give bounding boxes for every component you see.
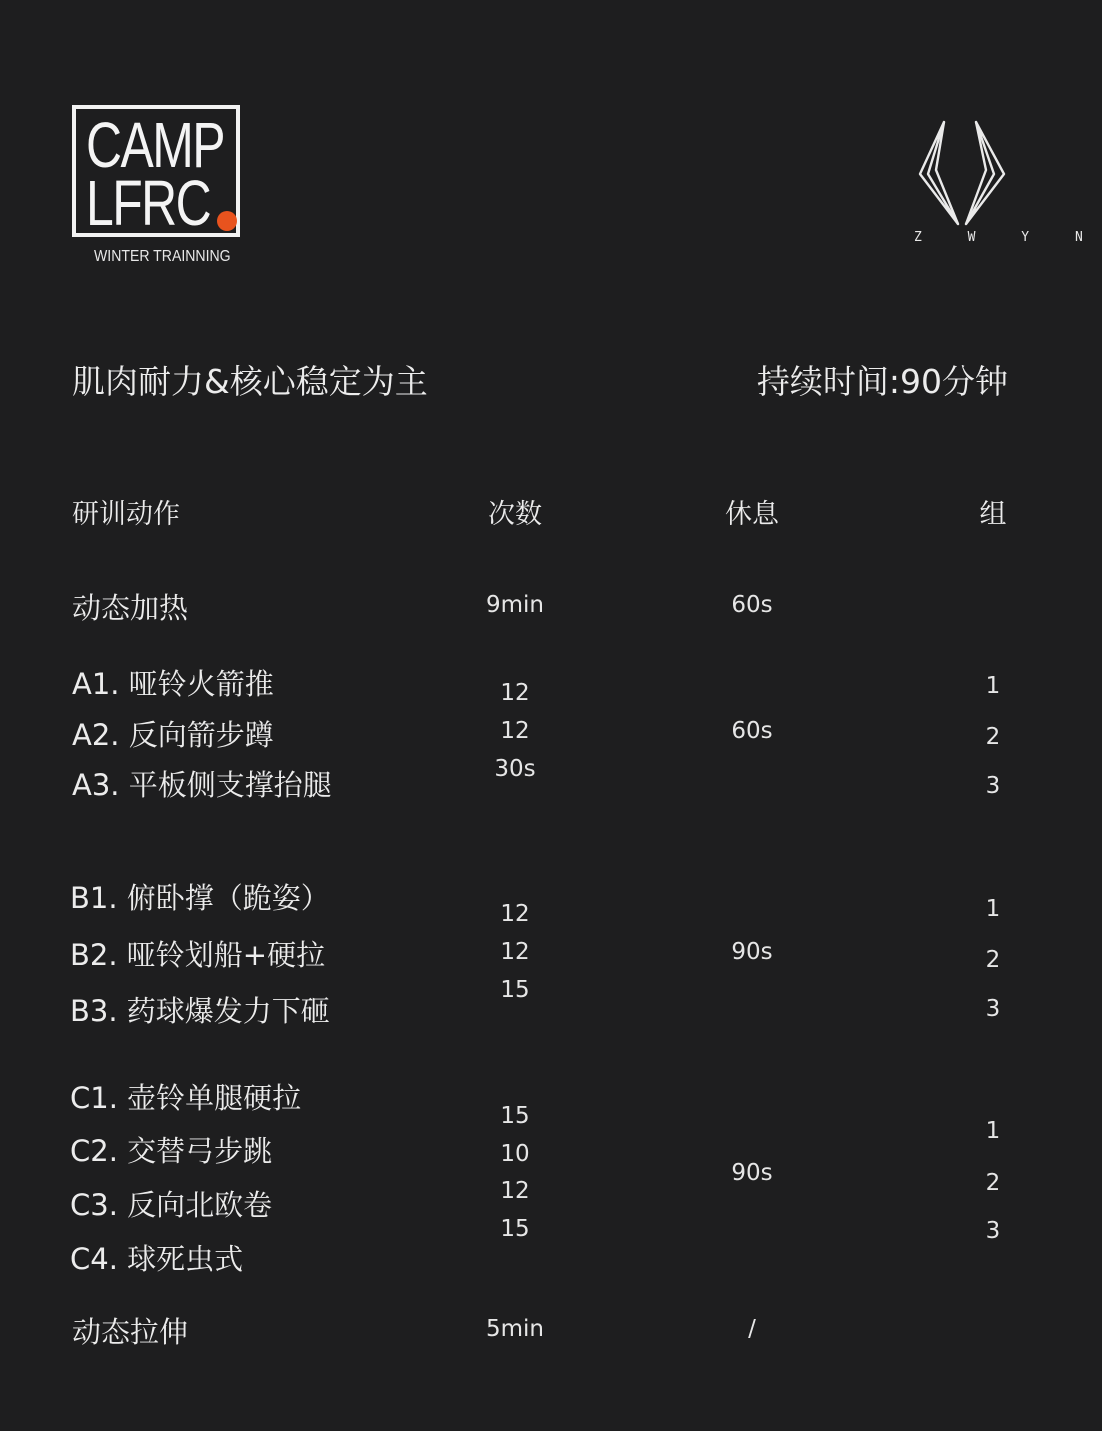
set-a-2: 2 xyxy=(985,724,1001,750)
cooldown-rest: / xyxy=(748,1316,756,1342)
logo-subtitle: WINTER TRAINNING xyxy=(94,248,231,265)
reps-a3: 30s xyxy=(494,756,536,782)
fox-head-icon xyxy=(914,118,1010,228)
exercise-c2: C2. 交替弓步跳 xyxy=(70,1134,273,1168)
exercise-a3: A3. 平板侧支撑抬腿 xyxy=(72,768,332,802)
cooldown-reps: 5min xyxy=(485,1316,545,1342)
header-sets: 组 xyxy=(979,499,1007,530)
rest-group-a: 60s xyxy=(731,718,773,744)
set-c-1: 1 xyxy=(985,1118,1001,1144)
camp-lfrc-logo xyxy=(72,105,240,237)
training-focus: 肌肉耐力&核心稳定为主 xyxy=(72,362,428,401)
reps-b3: 15 xyxy=(500,977,530,1003)
exercise-b2: B2. 哑铃划船+硬拉 xyxy=(70,938,326,972)
exercise-b3: B3. 药球爆发力下砸 xyxy=(70,994,330,1028)
warmup-rest: 60s xyxy=(731,592,773,618)
header-reps: 次数 xyxy=(488,499,542,530)
logo-text-camp: CAMP xyxy=(86,109,224,181)
header-exercise: 研训动作 xyxy=(72,499,180,530)
warmup-reps: 9min xyxy=(485,592,545,618)
exercise-a2: A2. 反向箭步蹲 xyxy=(72,718,274,752)
reps-c3: 12 xyxy=(500,1178,530,1204)
logo-text-lfrc: LFRC xyxy=(86,167,211,239)
set-c-2: 2 xyxy=(985,1170,1001,1196)
rest-group-c: 90s xyxy=(731,1160,773,1186)
reps-a2: 12 xyxy=(500,718,530,744)
reps-a1: 12 xyxy=(500,680,530,706)
reps-c1: 15 xyxy=(500,1103,530,1129)
exercise-a1: A1. 哑铃火箭推 xyxy=(72,667,274,701)
reps-b2: 12 xyxy=(500,939,530,965)
rest-group-b: 90s xyxy=(731,939,773,965)
reps-c2: 10 xyxy=(500,1141,530,1167)
reps-b1: 12 xyxy=(500,901,530,927)
exercise-c4: C4. 球死虫式 xyxy=(70,1242,244,1276)
header-rest: 休息 xyxy=(725,499,779,530)
set-b-1: 1 xyxy=(985,896,1001,922)
cooldown-name: 动态拉伸 xyxy=(72,1315,189,1349)
exercise-b1: B1. 俯卧撑（跪姿） xyxy=(70,881,330,915)
set-c-3: 3 xyxy=(985,1218,1001,1244)
set-b-3: 3 xyxy=(985,996,1001,1022)
logo-orange-dot xyxy=(217,211,237,231)
set-a-3: 3 xyxy=(985,773,1001,799)
set-b-2: 2 xyxy=(985,947,1001,973)
set-a-1: 1 xyxy=(985,673,1001,699)
brand-name: Z W Y N xyxy=(914,230,1102,245)
warmup-name: 动态加热 xyxy=(72,591,189,625)
training-duration: 持续时间:90分钟 xyxy=(756,362,1008,401)
exercise-c3: C3. 反向北欧卷 xyxy=(70,1188,273,1222)
exercise-c1: C1. 壶铃单腿硬拉 xyxy=(70,1081,302,1115)
reps-c4: 15 xyxy=(500,1216,530,1242)
